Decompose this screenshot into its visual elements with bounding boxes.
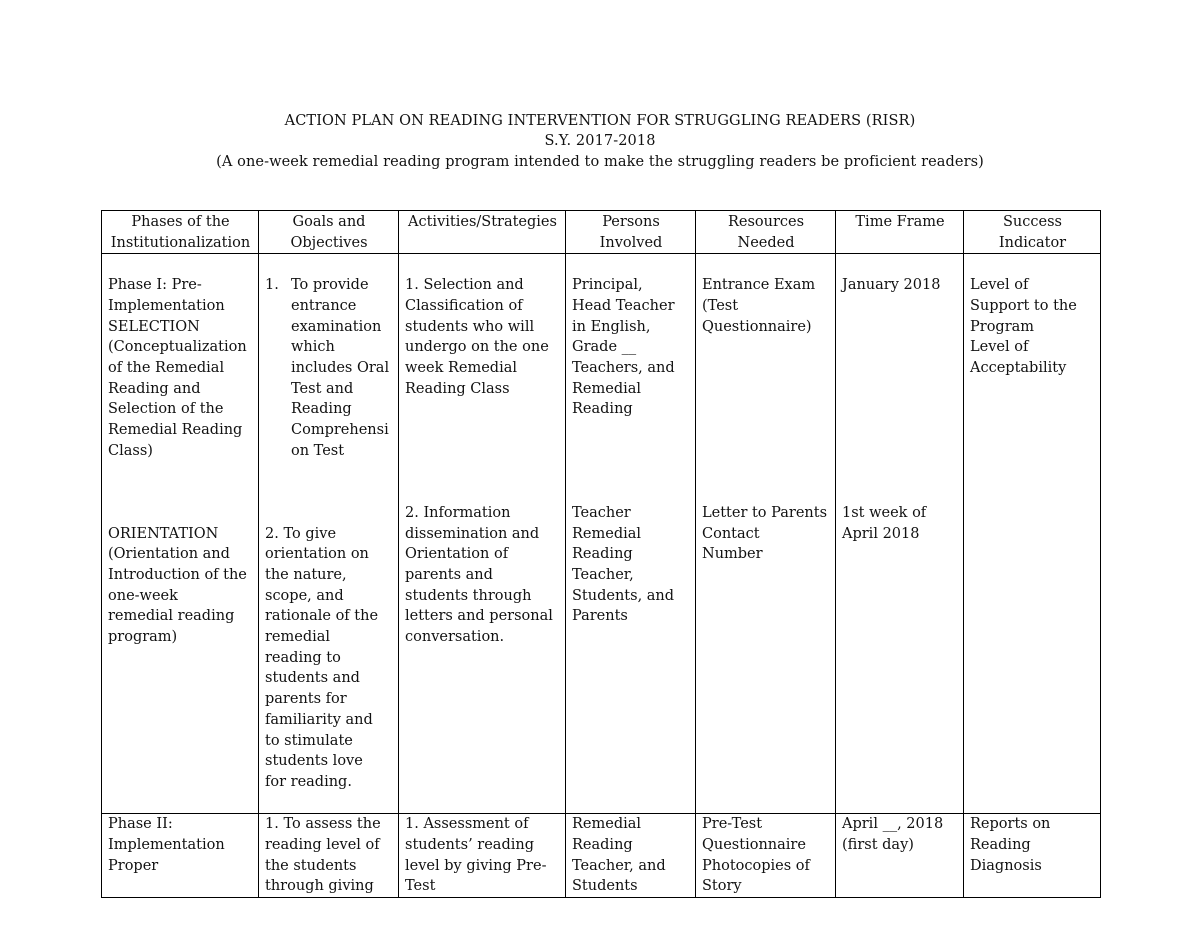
goal-1 bbox=[265, 275, 393, 461]
time-frame-2: 1st week of April 2018 bbox=[842, 504, 927, 542]
goal-2: 2. To give orientation on the nature, scope, and rationale of the remedial reading to students and parents for familiarity and to stimulate students love for reading. bbox=[265, 525, 379, 790]
success-indicator-1: Level of Support to the Program Level of Acceptability bbox=[970, 277, 1077, 376]
cell-goals-2: 1. To assess the reading level of the students through giving bbox=[259, 814, 399, 898]
header-resources: Resources Needed bbox=[696, 211, 836, 254]
action-plan-table bbox=[101, 210, 1101, 898]
goal-1-number: 1. bbox=[265, 277, 279, 294]
table-row-phase-2 bbox=[102, 814, 1101, 898]
cell-activities-2: 1. Assessment of students’ reading level by giving Pre- Test bbox=[399, 814, 566, 898]
resources-1: Entrance Exam (Test Questionnaire) bbox=[702, 277, 816, 335]
document-subtitle: (A one-week remedial reading program intended to make the struggling readers be proficient readers) bbox=[216, 154, 984, 170]
resources-2: Letter to Parents Contact Number bbox=[702, 504, 828, 563]
cell-persons-2: Remedial Reading Teacher, and Students bbox=[566, 814, 696, 898]
header-phases: Phases of the Institutionalization bbox=[102, 211, 259, 254]
table-row-phase-1 bbox=[102, 254, 1101, 814]
cell-indicator-1 bbox=[964, 254, 1101, 814]
school-year: S.Y. 2017-2018 bbox=[544, 133, 656, 149]
cell-indicator-2: Reports on Reading Diagnosis bbox=[964, 814, 1101, 898]
header-activities: Activities/Strategies bbox=[399, 211, 566, 254]
activity-2: 2. Information dissemination and Orientation of parents and students through letters and personal conversation. bbox=[405, 504, 553, 646]
header-time-frame: Time Frame bbox=[836, 211, 964, 254]
header-persons: Persons Involved bbox=[566, 211, 696, 254]
header-success-indicator: Success Indicator bbox=[964, 211, 1101, 254]
cell-persons-1 bbox=[566, 254, 696, 814]
cell-activities-1 bbox=[399, 254, 566, 814]
cell-goals-1 bbox=[259, 254, 399, 814]
goal-1-text: To provide entrance examination which includes Oral Test and Reading Comprehensi on Test bbox=[291, 277, 390, 459]
cell-phase-1 bbox=[102, 254, 259, 814]
cell-phase-2: Phase II: Implementation Proper bbox=[102, 814, 259, 898]
time-frame-1: January 2018 bbox=[842, 277, 941, 294]
cell-time-frame-1 bbox=[836, 254, 964, 814]
header-goals: Goals and Objectives bbox=[259, 211, 399, 254]
table-header-row bbox=[102, 211, 1101, 254]
cell-resources-1 bbox=[696, 254, 836, 814]
activity-1: 1. Selection and Classification of students who will undergo on the one week Remedial Reading Class bbox=[405, 277, 549, 397]
phase-1-selection: Phase I: Pre- Implementation SELECTION (Conceptualization of the Remedial Reading and Selection of the Remedial Reading Class) bbox=[108, 277, 247, 459]
phase-1-orientation: ORIENTATION (Orientation and Introduction of the one-week remedial reading program) bbox=[108, 525, 247, 646]
persons-1: Principal, Head Teacher in English, Grade __ Teachers, and Remedial Reading bbox=[572, 277, 675, 418]
cell-time-frame-2: April __, 2018 (first day) bbox=[836, 814, 964, 898]
cell-resources-2: Pre-Test Questionnaire Photocopies of Story bbox=[696, 814, 836, 898]
document-title: ACTION PLAN ON READING INTERVENTION FOR STRUGGLING READERS (RISR) bbox=[284, 113, 916, 129]
persons-2: Teacher Remedial Reading Teacher, Students, and Parents bbox=[572, 504, 675, 625]
